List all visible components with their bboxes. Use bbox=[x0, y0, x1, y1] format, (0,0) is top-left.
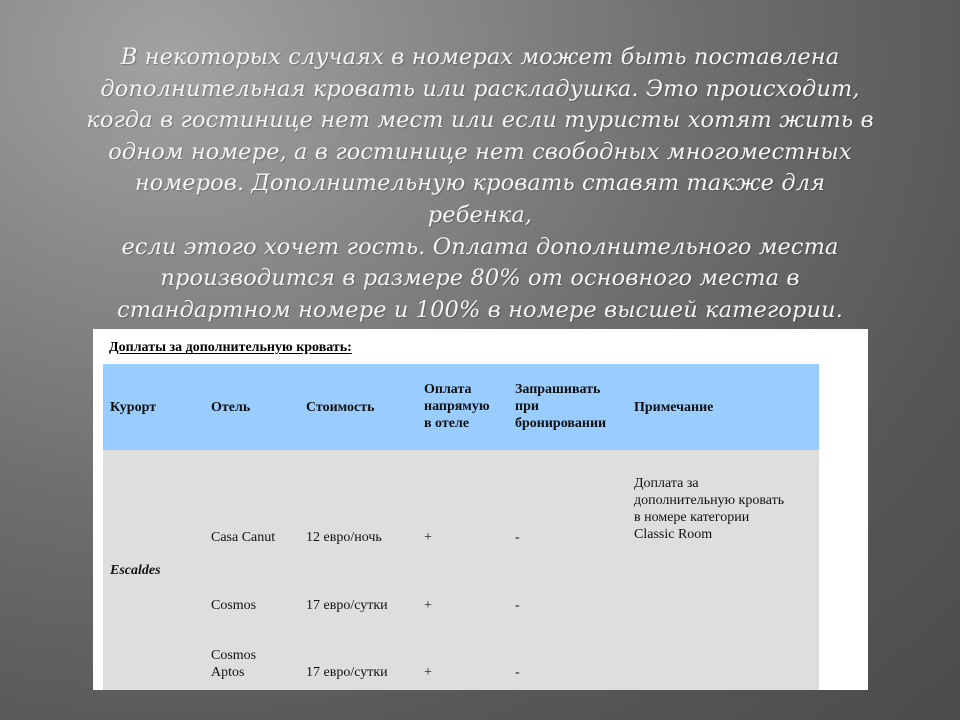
slide-text-line: В некоторых случаях в номерах может быть поставлена bbox=[120, 44, 840, 70]
surcharge-table-panel bbox=[93, 329, 868, 690]
slide-text-line: если этого хочет гость. Оплата дополнительного места bbox=[121, 233, 839, 260]
hotel-line: Aptos bbox=[211, 665, 245, 680]
slide-text-line: производится в размере 80% от основного места в bbox=[160, 265, 800, 292]
table-header-row bbox=[103, 364, 819, 450]
hotel-cell bbox=[211, 647, 256, 681]
header-hotel: Отель bbox=[211, 400, 251, 415]
table-body bbox=[103, 450, 819, 690]
price-cell: 17 евро/сутки bbox=[306, 665, 388, 680]
pay-direct-cell: + bbox=[424, 665, 432, 680]
slide-body-text bbox=[80, 42, 880, 326]
header-ask-line: Запрашивать bbox=[515, 382, 601, 397]
header-ask-on-booking bbox=[515, 381, 606, 432]
slide-text-line: стандартном номере и 100% в номере высшей категории. bbox=[117, 296, 843, 323]
hotel-cell: Casa Canut bbox=[211, 530, 276, 545]
header-pay-line: в отеле bbox=[424, 416, 470, 431]
pay-direct-cell: + bbox=[424, 530, 432, 545]
hotel-line: Cosmos bbox=[211, 648, 257, 663]
price-cell: 17 евро/сутки bbox=[306, 598, 388, 613]
header-price: Стоимость bbox=[306, 400, 375, 415]
resort-name: Escaldes bbox=[110, 563, 161, 578]
note-line: дополнительную кровать bbox=[634, 493, 785, 508]
surcharge-table bbox=[103, 364, 819, 690]
slide-text-line: номеров. Дополнительную кровать ставят также для ребенка, bbox=[134, 170, 826, 228]
header-pay-line: Оплата bbox=[424, 382, 472, 397]
slide-text-line: одном номере, а в гостинице нет свободных многоместных bbox=[108, 138, 852, 165]
ask-booking-cell: - bbox=[515, 598, 520, 613]
note-line: Classic Room bbox=[634, 527, 713, 542]
hotel-cell: Cosmos bbox=[211, 598, 257, 613]
ask-booking-cell: - bbox=[515, 665, 520, 680]
pay-direct-cell: + bbox=[424, 598, 432, 613]
price-cell: 12 евро/ночь bbox=[306, 530, 382, 545]
note-line: в номере категории bbox=[634, 510, 750, 525]
header-note: Примечание bbox=[634, 400, 714, 415]
table-title: Доплаты за дополнительную кровать: bbox=[109, 340, 352, 355]
ask-booking-cell: - bbox=[515, 530, 520, 545]
header-resort: Курорт bbox=[110, 400, 157, 415]
note-cell bbox=[634, 475, 784, 543]
header-ask-line: бронировании bbox=[515, 416, 607, 431]
header-pay-line: напрямую bbox=[424, 399, 490, 414]
slide-text-line: дополнительная кровать или раскладушка. Это происходит, bbox=[100, 75, 860, 102]
slide-text-line: когда в гостинице нет мест или если туристы хотят жить в bbox=[86, 107, 874, 134]
note-line: Доплата за bbox=[634, 476, 699, 491]
header-ask-line: при bbox=[515, 399, 539, 414]
header-pay-direct bbox=[424, 381, 490, 432]
